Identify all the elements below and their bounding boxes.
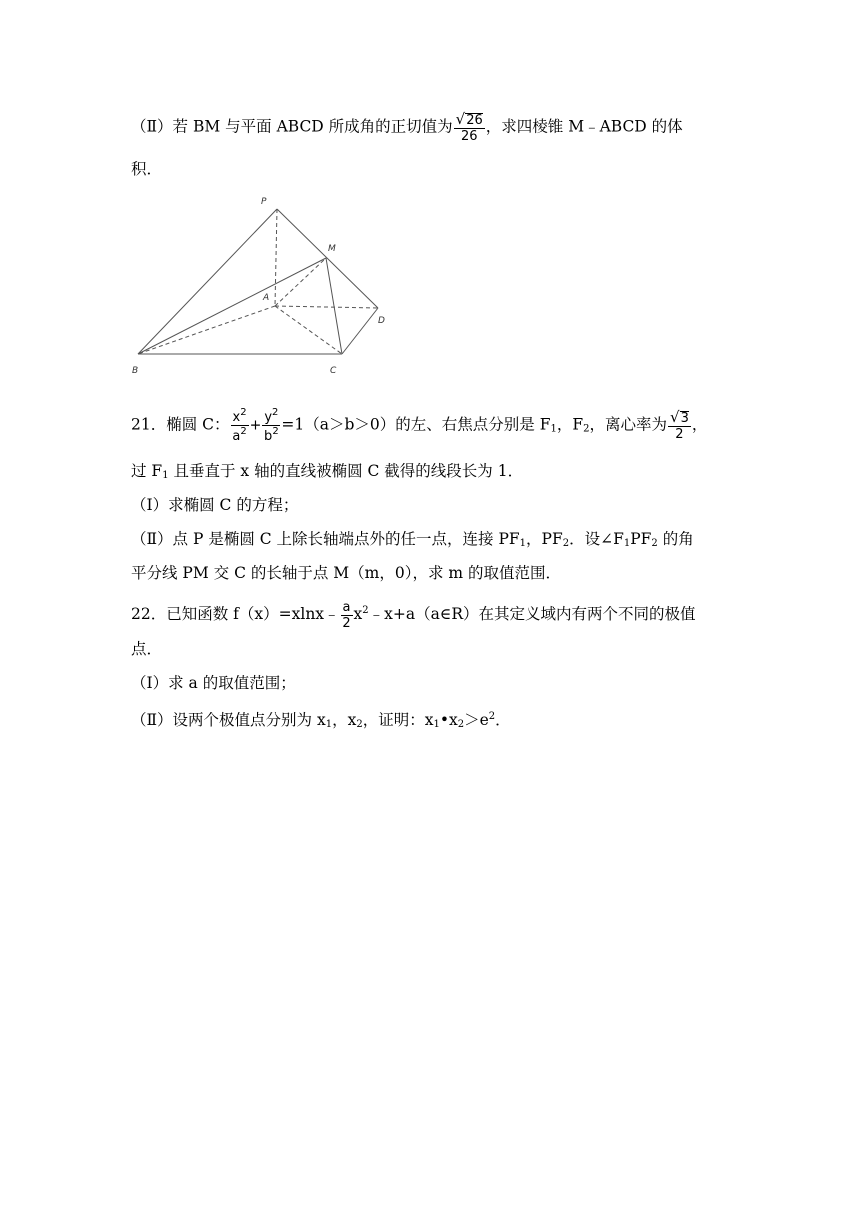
problem22-line1 [131, 600, 696, 630]
b-exponent: 2 [272, 426, 279, 437]
eccentricity-denominator: 2 [675, 427, 684, 442]
label-C: C [330, 366, 337, 376]
problem21-line2 [131, 460, 523, 487]
problem21-intro: 21．椭圆 C： [131, 415, 230, 434]
problem20-part2-continuation: 积． [131, 160, 163, 178]
a-over-2 [341, 601, 353, 630]
edge-CD [342, 308, 378, 354]
problem21-comma: ， [691, 415, 708, 434]
line2-f1-subscript: 1 [162, 470, 169, 481]
angle-f2-subscript: 2 [651, 538, 658, 549]
problem21-part2-e: 的角 [657, 530, 694, 548]
edge-PD [277, 209, 378, 308]
eccentricity-numerator: 3 [680, 411, 689, 426]
fraction-a: a [342, 599, 351, 615]
problem21-line2-rest: 且垂直于 x 轴的直线被椭圆 C 截得的线段长为 1． [168, 462, 524, 480]
problem22-part2-a: （Ⅱ）设两个极值点分别为 x [131, 711, 326, 729]
proof-x2-subscript: 2 [457, 719, 465, 730]
problem20-part2-prefix: （Ⅱ）若 BM 与平面 ABCD 所成角的正切值为 [131, 117, 453, 136]
pf1-subscript: 1 [519, 538, 527, 549]
problem21-condition: =1（a＞b＞0）的左、右焦点分别是 F [281, 415, 551, 434]
label-P: P [261, 197, 267, 207]
problem22-intro: 22．已知函数 f（x）=xlnx﹣ [131, 605, 340, 623]
y2-over-b2 [262, 408, 280, 443]
eccentricity-fraction: $\frac{√3}{2}$ [670, 408, 689, 442]
tangent-numerator: 26 [466, 113, 483, 128]
edge-AC [275, 306, 342, 354]
problem22-rest: ﹣x+a（a∈R）在其定义域内有两个不同的极值 [368, 605, 696, 623]
label-D: D [378, 316, 385, 326]
x-term-exponent: 2 [362, 605, 369, 616]
pf2-subscript: 2 [562, 538, 570, 549]
f1-subscript: 1 [550, 423, 557, 435]
b-var: b [264, 429, 273, 444]
edge-PA [275, 209, 277, 306]
x2-over-a2 [231, 408, 249, 443]
edge-AD [275, 306, 378, 308]
problem21-line2-start: 过 F [131, 462, 163, 480]
problem21-part2-line1 [131, 528, 694, 555]
x-var: x [232, 410, 241, 425]
x1-subscript: 1 [325, 719, 333, 730]
edge-AM [275, 258, 326, 306]
x-term: x [353, 605, 363, 623]
problem22-part2-d: •x [439, 711, 458, 729]
a-var: a [232, 429, 241, 444]
problem21-part2-a: （Ⅱ）点 P 是椭圆 C 上除长轴端点外的任一点，连接 PF [131, 530, 520, 548]
f2-subscript: 2 [583, 423, 590, 435]
problem20-part2-suffix: ，求四棱锥 M﹣ABCD 的体 [485, 117, 683, 136]
angle-f1-subscript: 1 [623, 538, 631, 549]
proof-x1-subscript: 1 [433, 719, 440, 730]
problem22-part2-c: ，证明：x [362, 711, 434, 729]
problem22-part2-end: ． [495, 711, 511, 729]
problem22-part1: （Ⅰ）求 a 的取值范围； [131, 674, 296, 692]
problem21-part2-d: PF [630, 530, 652, 548]
y-var: y [264, 410, 273, 425]
x2-subscript: 2 [356, 719, 363, 730]
edge-AB [138, 306, 275, 354]
problem22-part2 [131, 706, 511, 736]
pyramid-figure [130, 192, 390, 378]
problem20-part2-line [131, 112, 683, 143]
tangent-fraction: $\frac{√26}{26}$ [455, 110, 483, 144]
problem21-part2-b: ，PF [526, 530, 563, 548]
problem21-part2-continuation: 平分线 PM 交 C 的长轴于点 M（m，0），求 m 的取值范围． [131, 564, 562, 582]
y-exponent: 2 [272, 407, 279, 418]
fraction-2: 2 [342, 615, 351, 631]
edge-MC [326, 258, 342, 354]
problem21-part1: （Ⅰ）求椭圆 C 的方程； [131, 496, 299, 514]
edge-BP [138, 209, 277, 354]
problem21-mid: ，F [556, 415, 584, 434]
eccentricity-text: ，离心率为 [589, 415, 667, 434]
problem22-part2-e: ＞e [464, 711, 489, 729]
x-exponent: 2 [240, 407, 247, 418]
problem22-continuation: 点． [131, 640, 163, 658]
problem21-line1: 21．椭圆 C： $\frac{x^2}{a^2}$ + $\frac{y^2}{b^2}$ =1（a＞b＞0）的左、右焦点分别是 $F_1$，$F_2$，离心率为 $\frac{√3}{2}$ ， [131, 407, 708, 444]
problem21-part2-c: ．设∠F [569, 530, 624, 548]
label-A: A [263, 293, 270, 303]
label-M: M [328, 244, 336, 254]
e-exponent: 2 [488, 711, 496, 722]
problem22-part2-b: ，x [332, 711, 357, 729]
tangent-denominator: 26 [460, 129, 478, 144]
label-B: B [132, 366, 139, 376]
a-exponent: 2 [240, 426, 247, 437]
